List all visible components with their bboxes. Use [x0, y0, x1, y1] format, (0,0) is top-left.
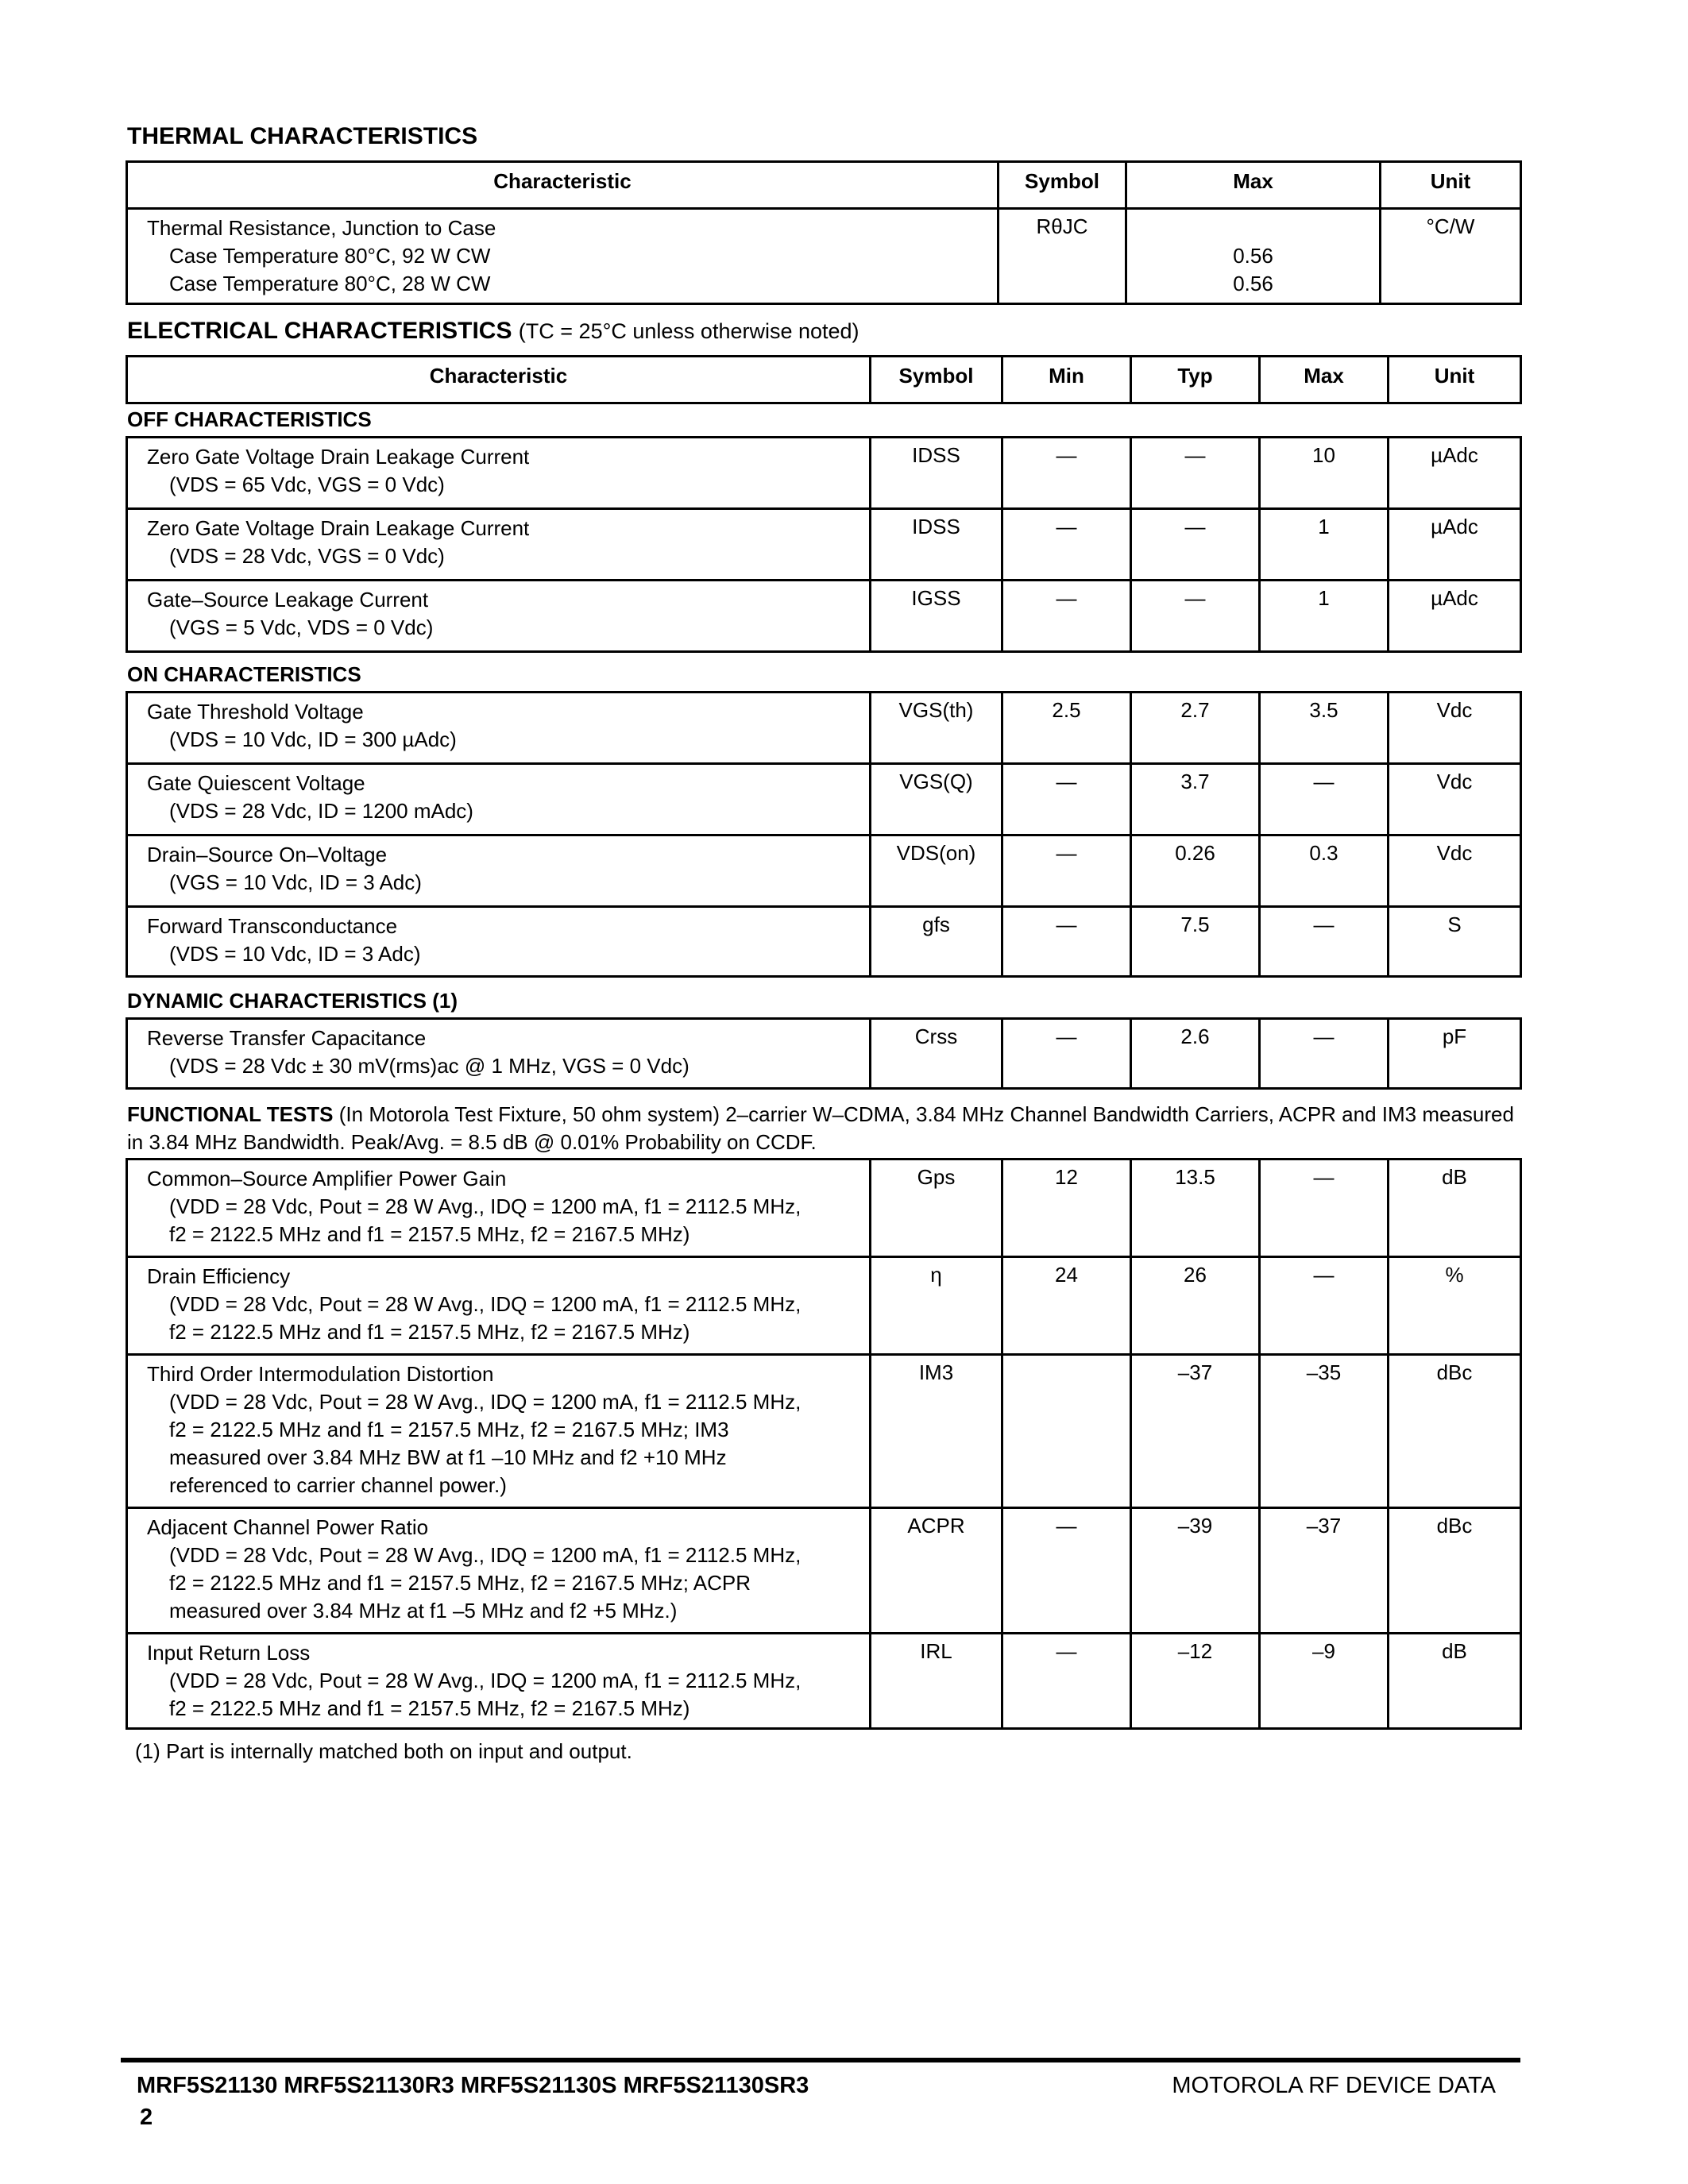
table-row: [127, 835, 1521, 907]
characteristic-name: Gate Threshold Voltage: [147, 700, 364, 723]
condition: Case Temperature 80°C, 28 W CW: [169, 272, 491, 295]
characteristic-cell: [127, 1508, 871, 1634]
symbol-cell: IM3: [871, 1355, 1002, 1508]
typ-cell: 2.7: [1131, 693, 1260, 764]
unit-cell: pF: [1389, 1019, 1521, 1089]
col-header: Unit: [1381, 162, 1521, 209]
symbol-cell: VDS(on): [871, 835, 1002, 907]
min-cell: —: [1002, 438, 1131, 509]
min-cell: —: [1002, 581, 1131, 652]
characteristic-name: Third Order Intermodulation Distortion: [147, 1362, 494, 1386]
col-header: Unit: [1389, 357, 1521, 403]
typ-cell: 2.6: [1131, 1019, 1260, 1089]
condition: (VDS = 28 Vdc, VGS = 0 Vdc): [169, 544, 445, 568]
condition: (VDS = 28 Vdc, ID = 1200 mAdc): [169, 799, 473, 823]
electrical-header-table: [126, 355, 1522, 404]
col-header: Symbol: [999, 162, 1126, 209]
condition: (VDD = 28 Vdc, Pout = 28 W Avg., IDQ = 1200 mA, f1 = 2112.5 MHz,: [169, 1543, 802, 1567]
typ-cell: –39: [1131, 1508, 1260, 1634]
functional-table: [126, 1158, 1522, 1730]
characteristic-cell: [127, 1257, 871, 1355]
col-header: Min: [1002, 357, 1131, 403]
condition: (VDD = 28 Vdc, Pout = 28 W Avg., IDQ = 1200 mA, f1 = 2112.5 MHz,: [169, 1390, 802, 1414]
max-cell: —: [1260, 907, 1389, 977]
unit-cell: dB: [1389, 1160, 1521, 1257]
max-cell: –35: [1260, 1355, 1389, 1508]
min-cell: —: [1002, 1508, 1131, 1634]
table-row: [127, 509, 1521, 581]
unit-cell: dBc: [1389, 1508, 1521, 1634]
max-cell: 0.3: [1260, 835, 1389, 907]
unit-cell: dB: [1389, 1634, 1521, 1729]
electrical-note: (TC = 25°C unless otherwise noted): [518, 319, 859, 343]
col-header: Characteristic: [127, 162, 999, 209]
functional-tests-description: [127, 1101, 1525, 1156]
typ-cell: —: [1131, 438, 1260, 509]
footer-part-numbers: MRF5S21130 MRF5S21130R3 MRF5S21130S MRF5S21130SR3: [137, 2073, 809, 2098]
typ-cell: –37: [1131, 1355, 1260, 1508]
symbol-cell: gfs: [871, 907, 1002, 977]
condition: (VDD = 28 Vdc, Pout = 28 W Avg., IDQ = 1200 mA, f1 = 2112.5 MHz,: [169, 1194, 802, 1218]
symbol-cell: IGSS: [871, 581, 1002, 652]
off-table: [126, 436, 1522, 653]
col-header: Characteristic: [127, 357, 871, 403]
condition: f2 = 2122.5 MHz and f1 = 2157.5 MHz, f2 = 2167.5 MHz; ACPR: [169, 1571, 751, 1595]
typ-cell: 3.7: [1131, 764, 1260, 835]
typ-cell: 13.5: [1131, 1160, 1260, 1257]
min-cell: —: [1002, 907, 1131, 977]
table-row: [127, 1634, 1521, 1729]
typ-cell: —: [1131, 509, 1260, 581]
col-header: Max: [1126, 162, 1381, 209]
typ-cell: 7.5: [1131, 907, 1260, 977]
typ-cell: –12: [1131, 1634, 1260, 1729]
max-value: 0.56: [1233, 272, 1273, 295]
footnote: (1) Part is internally matched both on input and output.: [135, 1739, 632, 1763]
table-row: [127, 1508, 1521, 1634]
symbol-cell: VGS(th): [871, 693, 1002, 764]
typ-cell: 26: [1131, 1257, 1260, 1355]
table-row: [127, 1257, 1521, 1355]
min-cell: 24: [1002, 1257, 1131, 1355]
footer-brand: MOTOROLA RF DEVICE DATA: [1172, 2073, 1496, 2098]
table-row: [127, 1019, 1521, 1089]
condition: (VDS = 28 Vdc ± 30 mV(rms)ac @ 1 MHz, VGS = 0 Vdc): [169, 1054, 689, 1078]
condition: f2 = 2122.5 MHz and f1 = 2157.5 MHz, f2 = 2167.5 MHz; IM3: [169, 1418, 729, 1441]
characteristic-cell: [127, 835, 871, 907]
unit-cell: Vdc: [1389, 764, 1521, 835]
typ-cell: —: [1131, 581, 1260, 652]
electrical-title-text: ELECTRICAL CHARACTERISTICS: [127, 318, 512, 344]
condition: f2 = 2122.5 MHz and f1 = 2157.5 MHz, f2 = 2167.5 MHz): [169, 1696, 690, 1720]
condition: (VDS = 65 Vdc, VGS = 0 Vdc): [169, 473, 445, 496]
thermal-table: [126, 160, 1522, 305]
max-cell: –9: [1260, 1634, 1389, 1729]
condition: referenced to carrier channel power.): [169, 1473, 507, 1497]
unit-cell: µAdc: [1389, 581, 1521, 652]
unit-cell: °C/W: [1381, 209, 1521, 304]
min-cell: 12: [1002, 1160, 1131, 1257]
max-cell: 1: [1260, 581, 1389, 652]
max-cell: [1126, 209, 1381, 304]
characteristic-name: Adjacent Channel Power Ratio: [147, 1515, 429, 1539]
table-row: [127, 693, 1521, 764]
condition: (VGS = 5 Vdc, VDS = 0 Vdc): [169, 615, 434, 639]
condition: f2 = 2122.5 MHz and f1 = 2157.5 MHz, f2 = 2167.5 MHz): [169, 1320, 690, 1344]
min-cell: —: [1002, 764, 1131, 835]
col-header: Max: [1260, 357, 1389, 403]
table-row: [127, 581, 1521, 652]
characteristic-cell: [127, 509, 871, 581]
condition: (VGS = 10 Vdc, ID = 3 Adc): [169, 870, 422, 894]
condition: (VDD = 28 Vdc, Pout = 28 W Avg., IDQ = 1200 mA, f1 = 2112.5 MHz,: [169, 1292, 802, 1316]
characteristic-name: Input Return Loss: [147, 1641, 311, 1665]
functional-tests-heading: FUNCTIONAL TESTS: [127, 1102, 334, 1126]
max-cell: 3.5: [1260, 693, 1389, 764]
functional-tests-text: (In Motorola Test Fixture, 50 ohm system) 2–carrier W–CDMA, 3.84 MHz Channel Bandwidth Carriers, ACPR and IM3 measured in 3.84 MHz Bandwidth. Peak/Avg. = 8.5 dB @ 0.01% Probability on CCDF.: [127, 1102, 1514, 1154]
max-cell: —: [1260, 1160, 1389, 1257]
characteristic-name: Common–Source Amplifier Power Gain: [147, 1167, 507, 1190]
max-cell: —: [1260, 1019, 1389, 1089]
max-cell: 10: [1260, 438, 1389, 509]
unit-cell: Vdc: [1389, 835, 1521, 907]
condition: (VDD = 28 Vdc, Pout = 28 W Avg., IDQ = 1200 mA, f1 = 2112.5 MHz,: [169, 1669, 802, 1692]
characteristic-cell: [127, 209, 999, 304]
characteristic-name: Zero Gate Voltage Drain Leakage Current: [147, 445, 530, 469]
table-header-row: [127, 357, 1521, 403]
unit-cell: Vdc: [1389, 693, 1521, 764]
unit-cell: µAdc: [1389, 438, 1521, 509]
characteristic-name: Reverse Transfer Capacitance: [147, 1026, 427, 1050]
max-cell: 1: [1260, 509, 1389, 581]
table-header-row: [127, 162, 1521, 209]
table-row: [127, 1355, 1521, 1508]
max-cell: —: [1260, 1257, 1389, 1355]
characteristic-cell: [127, 1634, 871, 1729]
characteristic-cell: [127, 764, 871, 835]
on-characteristics-heading: ON CHARACTERISTICS: [127, 662, 361, 686]
min-cell: —: [1002, 509, 1131, 581]
symbol-cell: Gps: [871, 1160, 1002, 1257]
characteristic-name: Drain Efficiency: [147, 1264, 291, 1288]
characteristic-name: Forward Transconductance: [147, 914, 398, 938]
table-row: [127, 438, 1521, 509]
symbol-cell: ACPR: [871, 1508, 1002, 1634]
table-row: [127, 764, 1521, 835]
off-characteristics-heading: OFF CHARACTERISTICS: [127, 407, 372, 431]
electrical-title: [127, 318, 859, 345]
dynamic-table: [126, 1017, 1522, 1090]
unit-cell: µAdc: [1389, 509, 1521, 581]
symbol-cell: IDSS: [871, 509, 1002, 581]
symbol-cell: RθJC: [999, 209, 1126, 304]
symbol-cell: IRL: [871, 1634, 1002, 1729]
min-cell: 2.5: [1002, 693, 1131, 764]
characteristic-cell: [127, 438, 871, 509]
unit-cell: dBc: [1389, 1355, 1521, 1508]
page-number: 2: [140, 2105, 153, 2130]
characteristic-name: Gate Quiescent Voltage: [147, 771, 365, 795]
max-cell: –37: [1260, 1508, 1389, 1634]
characteristic-name: Gate–Source Leakage Current: [147, 588, 429, 612]
min-cell: —: [1002, 835, 1131, 907]
characteristic-cell: [127, 693, 871, 764]
characteristic-cell: [127, 1019, 871, 1089]
unit-cell: %: [1389, 1257, 1521, 1355]
max-cell: —: [1260, 764, 1389, 835]
footer-divider: [121, 2058, 1520, 2062]
table-row: [127, 907, 1521, 977]
min-cell: [1002, 1355, 1131, 1508]
max-value: 0.56: [1233, 244, 1273, 268]
condition: (VDS = 10 Vdc, ID = 300 µAdc): [169, 727, 457, 751]
characteristic-cell: [127, 1160, 871, 1257]
condition: (VDS = 10 Vdc, ID = 3 Adc): [169, 942, 421, 966]
dynamic-characteristics-heading: DYNAMIC CHARACTERISTICS (1): [127, 989, 458, 1013]
on-table: [126, 691, 1522, 978]
characteristic-name: Zero Gate Voltage Drain Leakage Current: [147, 516, 530, 540]
symbol-cell: VGS(Q): [871, 764, 1002, 835]
table-row: [127, 1160, 1521, 1257]
characteristic-name: Drain–Source On–Voltage: [147, 843, 388, 866]
symbol-cell: η: [871, 1257, 1002, 1355]
condition: measured over 3.84 MHz BW at f1 –10 MHz and f2 +10 MHz: [169, 1445, 727, 1469]
unit-cell: S: [1389, 907, 1521, 977]
symbol-cell: Crss: [871, 1019, 1002, 1089]
characteristic-cell: [127, 1355, 871, 1508]
table-row: [127, 209, 1521, 304]
characteristic-name: Thermal Resistance, Junction to Case: [147, 216, 496, 240]
col-header: Symbol: [871, 357, 1002, 403]
min-cell: —: [1002, 1019, 1131, 1089]
thermal-title: THERMAL CHARACTERISTICS: [127, 123, 478, 149]
col-header: Typ: [1131, 357, 1260, 403]
characteristic-cell: [127, 907, 871, 977]
condition: Case Temperature 80°C, 92 W CW: [169, 244, 491, 268]
symbol-cell: IDSS: [871, 438, 1002, 509]
condition: measured over 3.84 MHz at f1 –5 MHz and f2 +5 MHz.): [169, 1599, 678, 1623]
condition: f2 = 2122.5 MHz and f1 = 2157.5 MHz, f2 = 2167.5 MHz): [169, 1222, 690, 1246]
min-cell: —: [1002, 1634, 1131, 1729]
typ-cell: 0.26: [1131, 835, 1260, 907]
characteristic-cell: [127, 581, 871, 652]
